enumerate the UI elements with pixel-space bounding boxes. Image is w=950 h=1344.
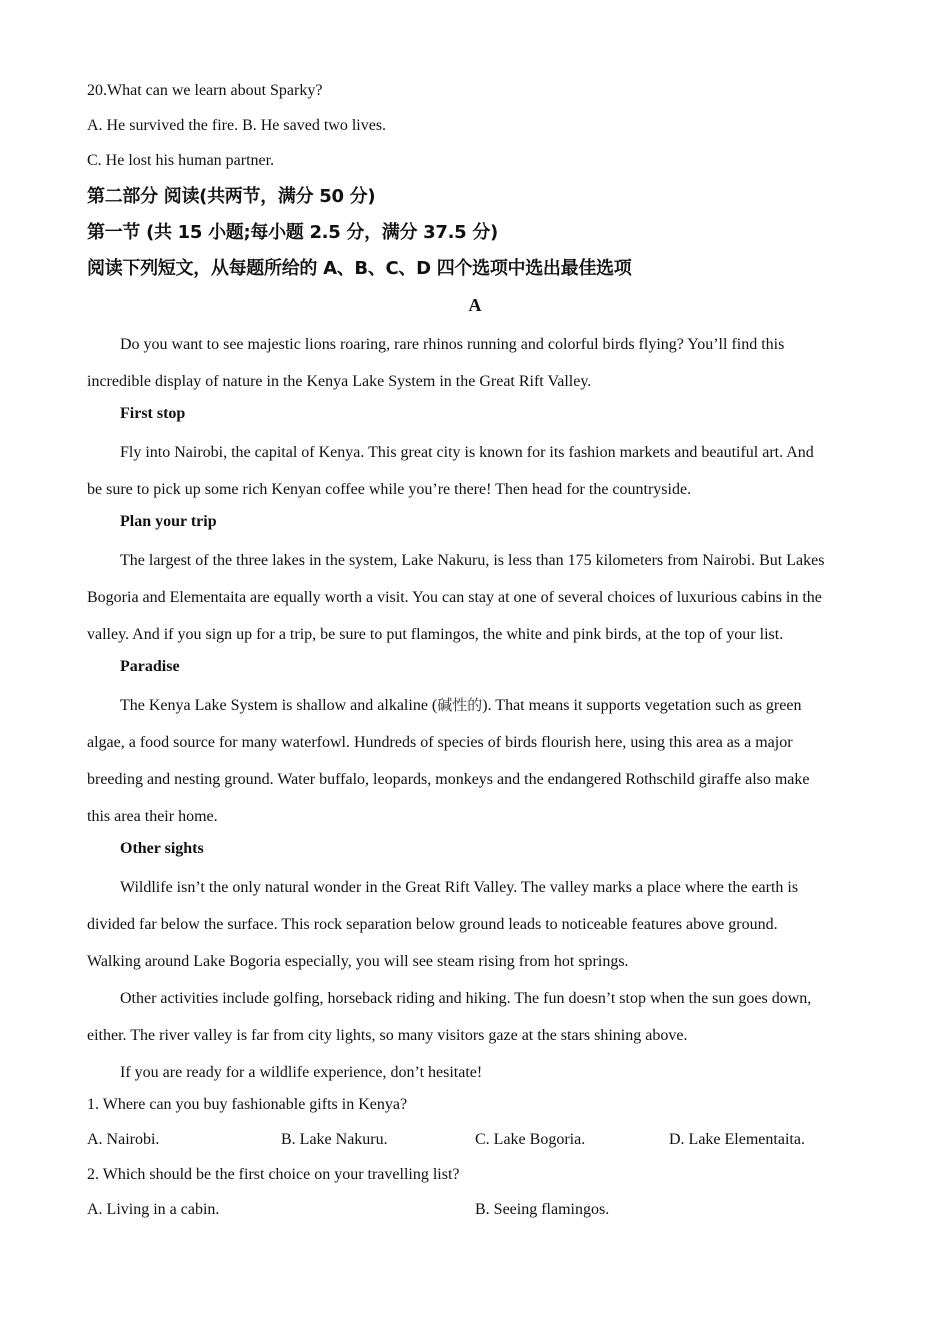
text-line: Do you want to see majestic lions roaring, rare rhinos running and colorful birds flying? You’ll find this: [120, 336, 785, 353]
question-20: 20.What can we learn about Sparky?: [87, 82, 323, 99]
passage-intro: [87, 326, 863, 400]
question-2-options: [87, 1196, 863, 1224]
text-segment: ). That means it supports vegetation such as green: [482, 697, 802, 714]
text-line: The largest of the three lakes in the system, Lake Nakuru, is less than 175 kilometers from Nairobi. But Lakes: [120, 552, 825, 569]
text-line: divided far below the surface. This rock separation below ground leads to noticeable features above ground.: [87, 916, 778, 933]
question-2: 2. Which should be the first choice on your travelling list?: [87, 1166, 460, 1183]
question-1-options: [87, 1126, 863, 1154]
text-line: algae, a food source for many waterfowl. Hundreds of species of birds flourish here, using this area as a major: [87, 734, 793, 751]
option-b: B. Lake Nakuru.: [281, 1131, 388, 1148]
text-line: Fly into Nairobi, the capital of Kenya. This great city is known for its fashion markets and beautiful art. And: [120, 444, 814, 461]
text-line: Bogoria and Elementaita are equally worth a visit. You can stay at one of several choices of luxurious cabins in the: [87, 589, 822, 606]
part-title: 第二部分 阅读(共两节，满分 50 分): [87, 186, 376, 207]
option-c: C. Lake Bogoria.: [475, 1131, 586, 1148]
activities-paragraph: [87, 980, 863, 1054]
question-20-options-ab: A. He survived the fire. B. He saved two lives.: [87, 117, 387, 134]
text-line: valley. And if you sign up for a trip, be sure to put flamingos, the white and pink birds, at the top of your list.: [87, 626, 784, 643]
text-line: Wildlife isn’t the only natural wonder in the Great Rift Valley. The valley marks a place where the earth is: [120, 879, 799, 896]
text-segment: The Kenya Lake System is shallow and alkaline (: [120, 697, 438, 714]
text-line: Other activities include golfing, horseback riding and hiking. The fun doesn’t stop when the sun goes down,: [120, 990, 812, 1007]
other-sights-paragraph: [87, 869, 863, 980]
text-line: either. The river valley is far from city lights, so many visitors gaze at the stars shining above.: [87, 1027, 688, 1044]
paradise-paragraph: [87, 687, 863, 835]
question-1: 1. Where can you buy fashionable gifts in Kenya?: [87, 1096, 408, 1113]
exam-page: [87, 77, 863, 1224]
first-stop-paragraph: [87, 434, 863, 508]
text-line: be sure to pick up some rich Kenyan coffee while you’re there! Then head for the countryside.: [87, 481, 692, 498]
paradise-heading: Paradise: [120, 658, 180, 675]
first-stop-heading: First stop: [120, 405, 186, 422]
option-b: B. Seeing flamingos.: [475, 1201, 610, 1218]
question-20-option-c: C. He lost his human partner.: [87, 152, 275, 169]
other-sights-heading: Other sights: [120, 840, 204, 857]
option-a: A. Living in a cabin.: [87, 1201, 220, 1218]
chinese-gloss: 碱性的: [437, 696, 483, 714]
option-a: A. Nairobi.: [87, 1131, 160, 1148]
passage-letter: A: [468, 295, 482, 315]
text-line: If you are ready for a wildlife experience, don’t hesitate!: [120, 1064, 483, 1081]
text-line: incredible display of nature in the Kenya Lake System in the Great Rift Valley.: [87, 373, 592, 390]
reading-instruction: 阅读下列短文，从每题所给的 A、B、C、D 四个选项中选出最佳选项: [87, 258, 632, 279]
text-line: breeding and nesting ground. Water buffalo, leopards, monkeys and the endangered Rothschild giraffe also make: [87, 771, 810, 788]
option-d: D. Lake Elementaita.: [669, 1131, 805, 1148]
plan-paragraph: [87, 542, 863, 653]
text-line: [87, 687, 863, 724]
closing-paragraph: [87, 1054, 863, 1091]
plan-heading: Plan your trip: [120, 513, 217, 530]
section-subtitle: 第一节 (共 15 小题;每小题 2.5 分，满分 37.5 分): [87, 222, 498, 243]
text-line: Walking around Lake Bogoria especially, you will see steam rising from hot springs.: [87, 953, 629, 970]
text-line: this area their home.: [87, 808, 218, 825]
